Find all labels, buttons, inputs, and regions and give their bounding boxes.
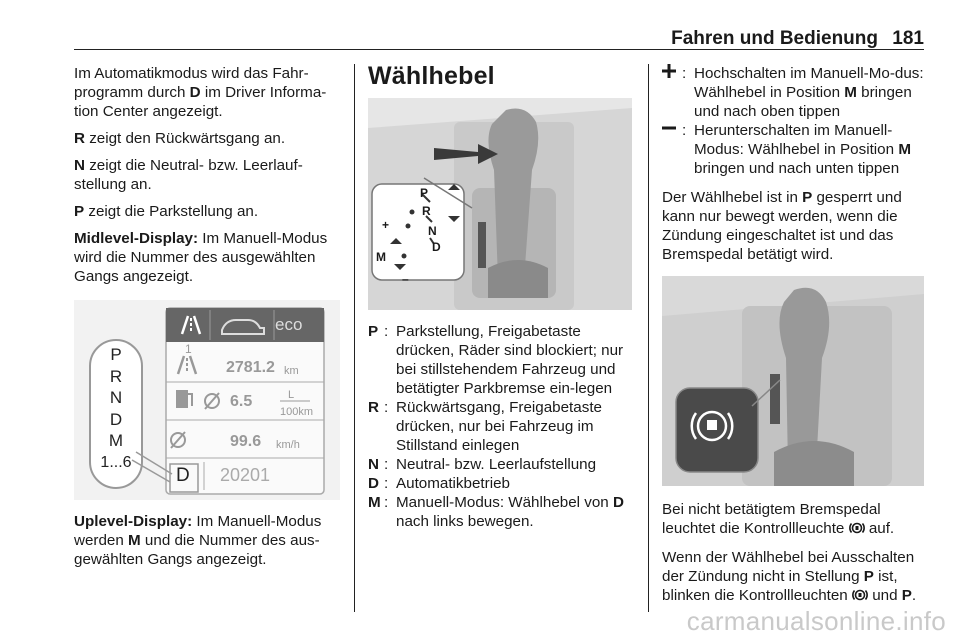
section-heading-waehlhebel: Wählhebel [368,62,495,90]
speed-unit: km/h [276,439,300,451]
column-2 [368,64,634,531]
paragraph-r: R zeigt den Rückwärtsgang an. [74,130,286,147]
paragraph-p: P zeigt die Parkstellung an. [74,203,259,220]
diagram-letter-p: P [420,186,429,200]
diagram-letter-r: R [422,204,431,218]
brake-lever-illustration [662,276,924,486]
odometer-unit: km [284,365,299,377]
minus-icon [662,121,676,135]
brake-indicator-figure [662,276,924,486]
selector-lever-figure [368,98,632,310]
page-header-title: Fahren und Bedienung [671,28,878,49]
paragraph-ignition-off: Wenn der Wählhebel bei Ausschalten der Zündung nicht in Stellung P ist, blinken die Kontrollleuchten und P. [662,549,917,604]
watermark: carmanualsonline.info [686,606,946,636]
definition-minus: : Herunterschalten im Manuell-Modus: Wählhebel in Position M bringen und nach unten tippen [662,121,930,178]
header-rule [74,49,924,50]
fuel-value: 6.5 [230,393,253,410]
paragraph-uplevel: Uplevel-Display: Im Manuell-Modus werden M und die Nummer des aus-gewählten Gangs angezeigt. [74,513,322,568]
speed-value: 99.6 [230,433,262,450]
definition-p: P : Parkstellung, Freigabetaste drücken, Räder sind blockiert; nur bei stillstehendem Fahrzeug und betätigter Parkbremse ein-legen [368,323,624,397]
paragraph-midlevel: Midlevel-Display: Im Manuell-Modus wird die Nummer des ausgewählten Gangs angezeigt. [74,230,328,285]
definition-r: R : Rückwärtsgang, Freigabetaste drücken, nur bei Fahrzeug im Stillstand einlegen [368,399,602,454]
total-distance: 20201 [220,465,271,485]
diagram-letter-n: N [428,224,437,238]
brake-warning-icon [849,521,865,535]
definition-d: D : Automatikbetrieb [368,475,510,492]
column-divider-2 [648,64,649,612]
paragraph-n: N zeigt die Neutral- bzw. Leerlauf-stellung an. [74,157,303,193]
definition-n: N : Neutral- bzw. Leerlaufstellung [368,456,597,473]
column-divider-1 [354,64,355,612]
paragraph-automatic-mode: Im Automatikmodus wird das Fahr-programm durch D im Driver Informa-tion Center angezeigt. [74,65,327,120]
gear-indicator: D [176,465,190,486]
fuel-unit-bottom: 100km [280,406,314,418]
page-number: 181 [892,28,924,49]
gear-definitions-list [368,322,634,531]
definition-m: M : Manuell-Modus: Wählhebel von D nach links bewegen. [368,494,624,530]
lane-number: 1 [185,342,192,356]
column-3 [662,64,930,615]
definition-plus: : Hochschalten im Manuell-Mo-dus: Wählhebel in Position M bringen und nach oben tippen [662,64,930,121]
fuel-unit-top: L [288,389,295,401]
gear-list: P R N D M 1...6 [100,345,132,471]
diagram-letter-d: D [432,240,441,254]
diagram-letter-plus: + [382,218,390,232]
eco-label: eco [275,315,303,334]
diagram-letter-minus: – [402,272,409,286]
brake-warning-icon [852,588,868,602]
diagram-letter-m: M [376,250,386,264]
paragraph-locked-in-p: Der Wählhebel ist in P gesperrt und kann nur bewegt werden, wenn die Zündung eingeschaltet ist und das Bremspedal betätigt wird. [662,189,902,263]
column-1 [74,64,344,577]
midlevel-display-figure [74,300,340,500]
plus-icon [662,64,676,78]
odometer-value: 2781.2 [226,359,275,376]
paragraph-brake-not-pressed: Bei nicht betätigtem Bremspedal leuchtet die Kontrollleuchte auf. [662,501,895,537]
